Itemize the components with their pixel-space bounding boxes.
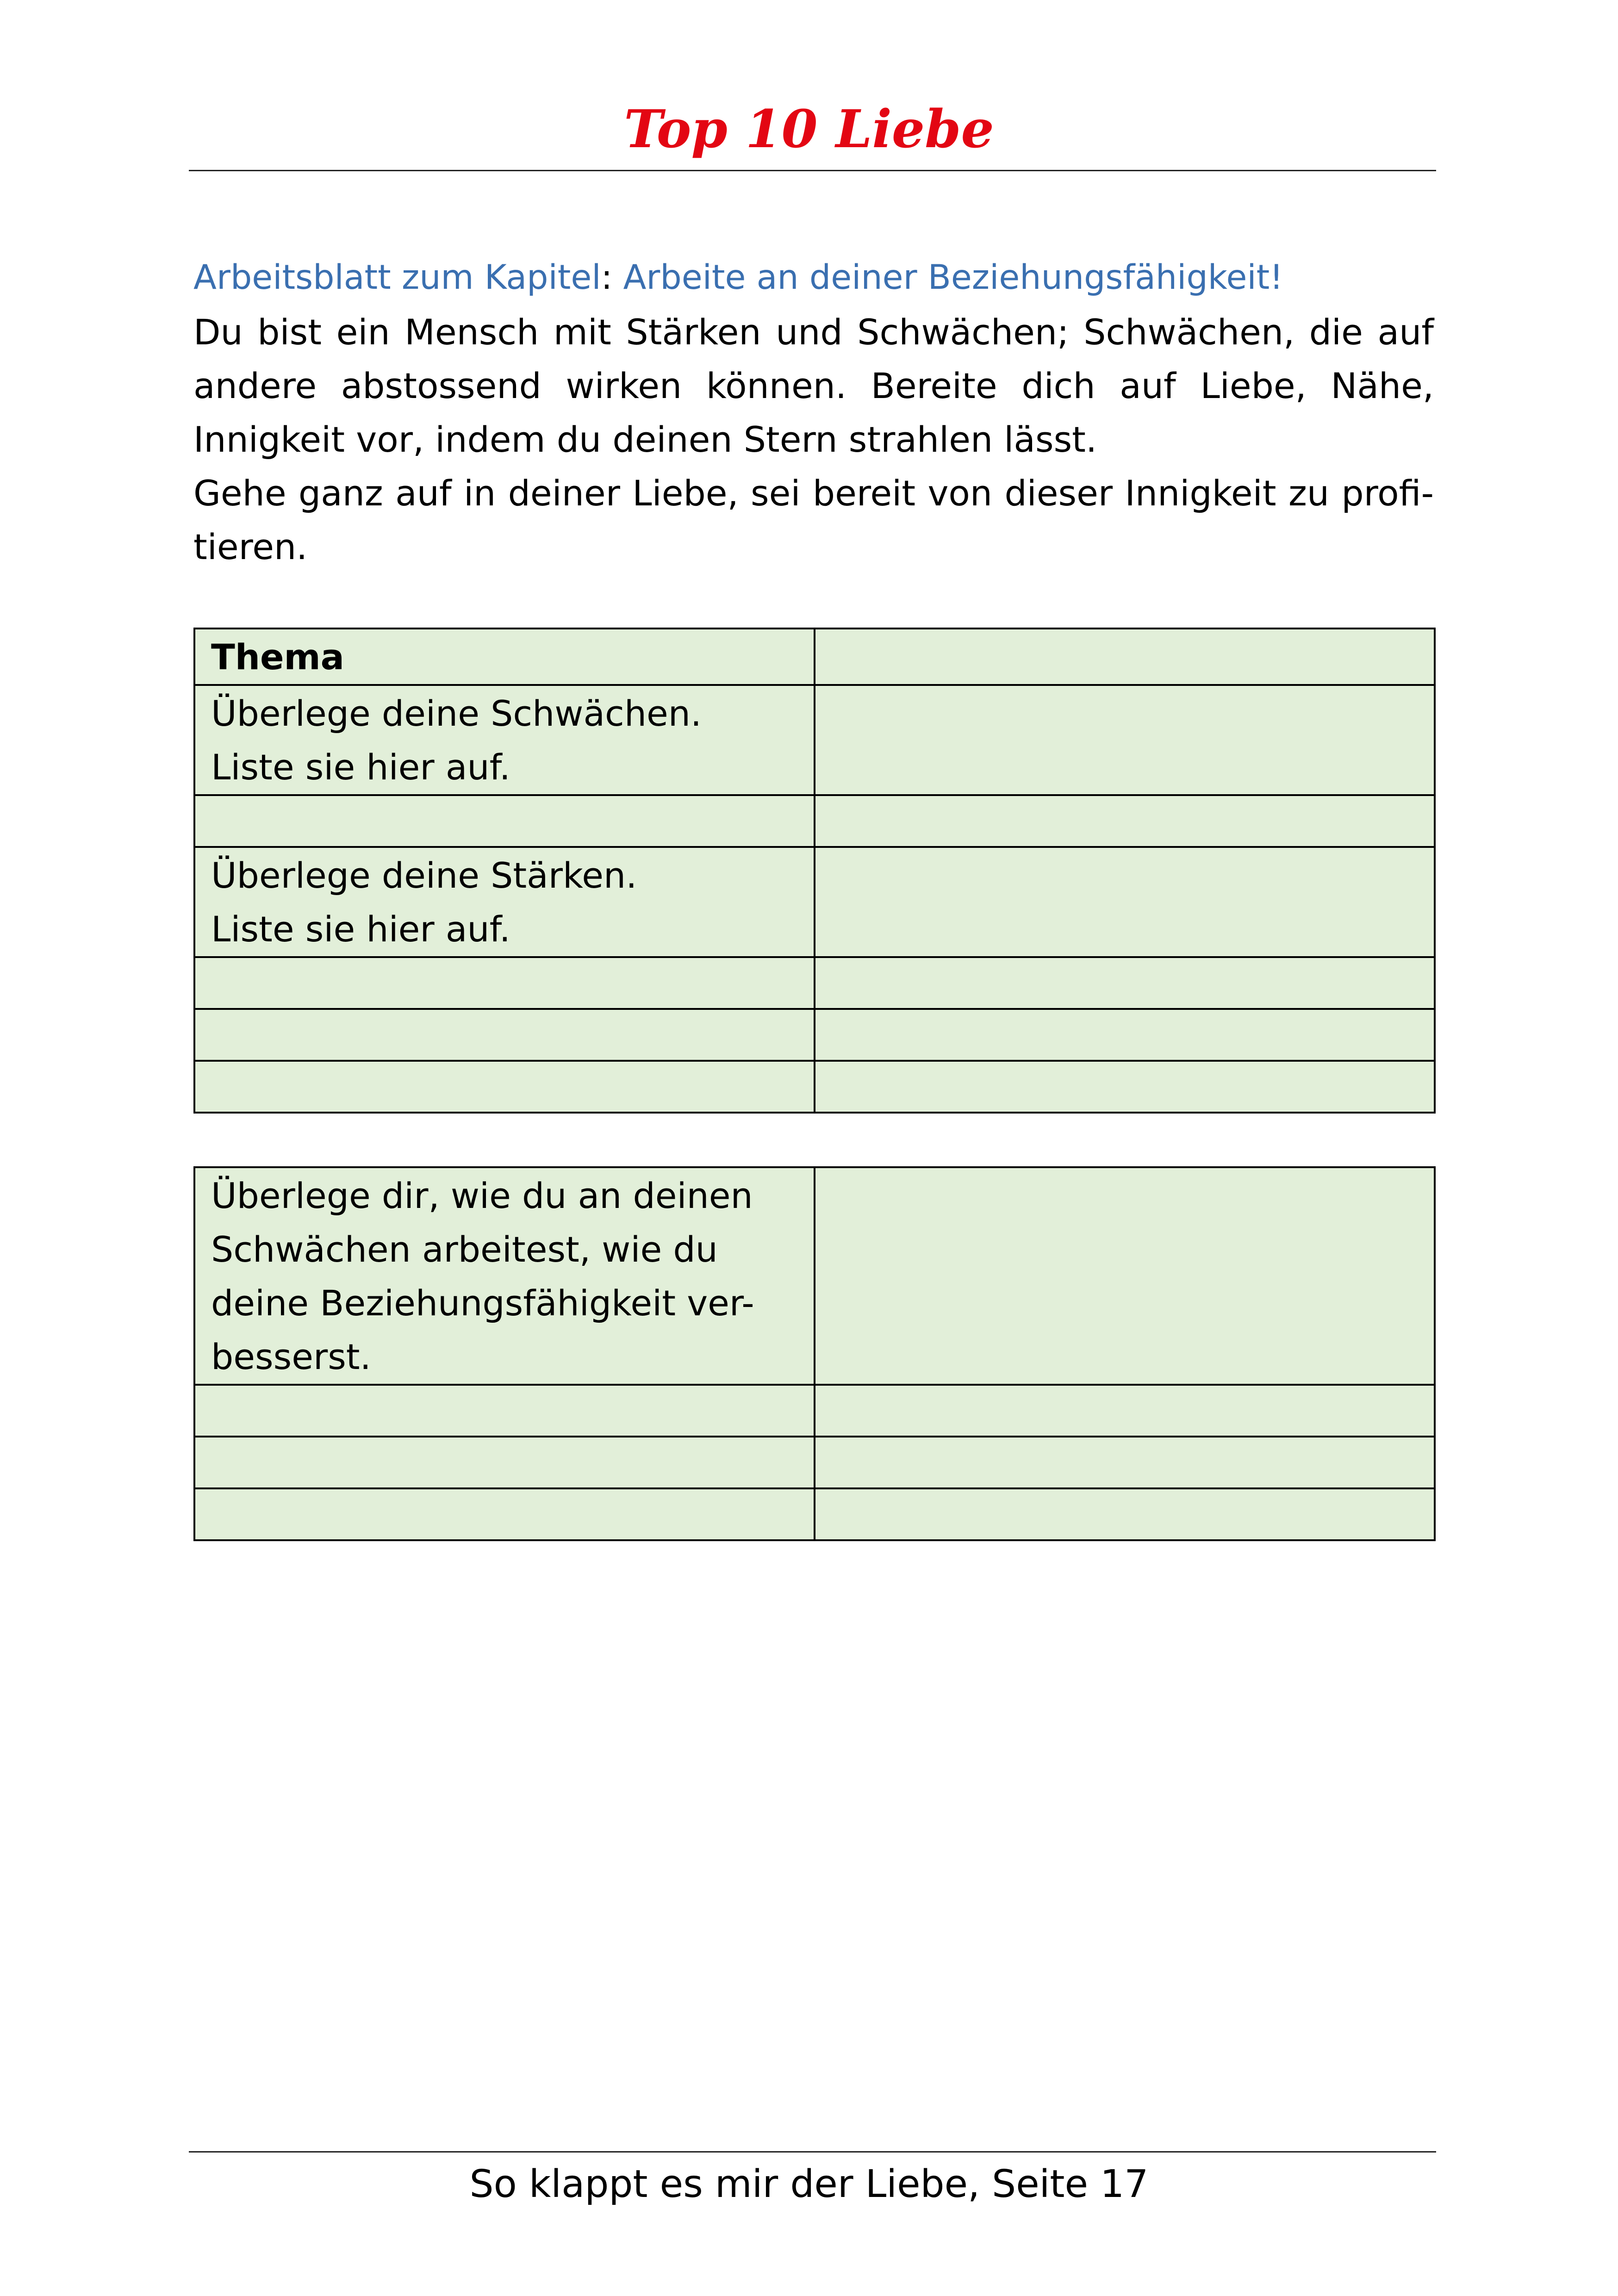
prompt-line: deine Beziehungsfähigkeit ver- xyxy=(211,1282,754,1324)
table-row xyxy=(194,847,1435,957)
answer-cell[interactable] xyxy=(815,1009,1435,1061)
prompt-strengths xyxy=(194,847,815,957)
answer-cell[interactable] xyxy=(194,1488,815,1540)
answer-cell[interactable] xyxy=(815,685,1435,795)
table-row xyxy=(194,1167,1435,1385)
answer-cell[interactable] xyxy=(194,957,815,1009)
answer-cell[interactable] xyxy=(815,628,1435,685)
prompt-line: Schwächen arbeitest, wie du xyxy=(211,1229,718,1270)
table-row xyxy=(194,685,1435,795)
worksheet-heading xyxy=(193,250,1438,305)
answer-cell[interactable] xyxy=(815,1061,1435,1113)
answer-cell[interactable] xyxy=(815,847,1435,957)
improvement-table xyxy=(193,1166,1436,1541)
intro-paragraph-2: Gehe ganz auf in deiner Liebe, sei bereit von dieser Innigkeit zu profitieren. xyxy=(193,473,1434,567)
page-footer: So klappt es mir der Liebe, Seite 17 xyxy=(469,2162,1149,2206)
answer-cell[interactable] xyxy=(194,1437,815,1488)
answer-cell[interactable] xyxy=(194,1009,815,1061)
heading-separator: : xyxy=(601,258,613,297)
answer-cell[interactable] xyxy=(815,1437,1435,1488)
footer-divider xyxy=(189,2151,1436,2153)
table-row xyxy=(194,1061,1435,1113)
answer-cell[interactable] xyxy=(815,1167,1435,1385)
table-row xyxy=(194,628,1435,685)
table-row xyxy=(194,1437,1435,1488)
table-row xyxy=(194,1385,1435,1437)
table-row xyxy=(194,795,1435,847)
answer-cell[interactable] xyxy=(815,957,1435,1009)
prompt-line: Liste sie hier auf. xyxy=(211,908,510,950)
page-title: Top 10 Liebe xyxy=(624,99,994,160)
answer-cell[interactable] xyxy=(815,1385,1435,1437)
table-header-thema: Thema xyxy=(194,628,815,685)
strengths-weaknesses-table xyxy=(193,628,1436,1114)
heading-chapter: Arbeite an deiner Beziehungsfähigkeit! xyxy=(623,258,1283,297)
heading-prefix: Arbeitsblatt zum Kapitel xyxy=(193,258,601,297)
answer-cell[interactable] xyxy=(194,1385,815,1437)
table-row xyxy=(194,957,1435,1009)
prompt-line: besserst. xyxy=(211,1336,371,1377)
answer-cell[interactable] xyxy=(194,795,815,847)
prompt-line: Überlege deine Schwächen. xyxy=(211,693,702,734)
prompt-line: Überlege deine Stärken. xyxy=(211,855,637,896)
header-divider xyxy=(189,170,1436,171)
prompt-improvement xyxy=(194,1167,815,1385)
table-row xyxy=(194,1009,1435,1061)
answer-cell[interactable] xyxy=(194,1061,815,1113)
prompt-line: Liste sie hier auf. xyxy=(211,747,510,788)
prompt-line: Überlege dir, wie du an deinen xyxy=(211,1175,753,1216)
answer-cell[interactable] xyxy=(815,795,1435,847)
intro-paragraph-1: Du bist ein Mensch mit Stärken und Schwächen; Schwächen, die auf andere abstossend wirken können. Bereite dich auf Liebe, Nähe, Innigkeit vor, indem du deinen Stern strahlen lässt. xyxy=(193,311,1434,460)
table-row xyxy=(194,1488,1435,1540)
prompt-weaknesses xyxy=(194,685,815,795)
intro-text xyxy=(193,305,1434,574)
answer-cell[interactable] xyxy=(815,1488,1435,1540)
